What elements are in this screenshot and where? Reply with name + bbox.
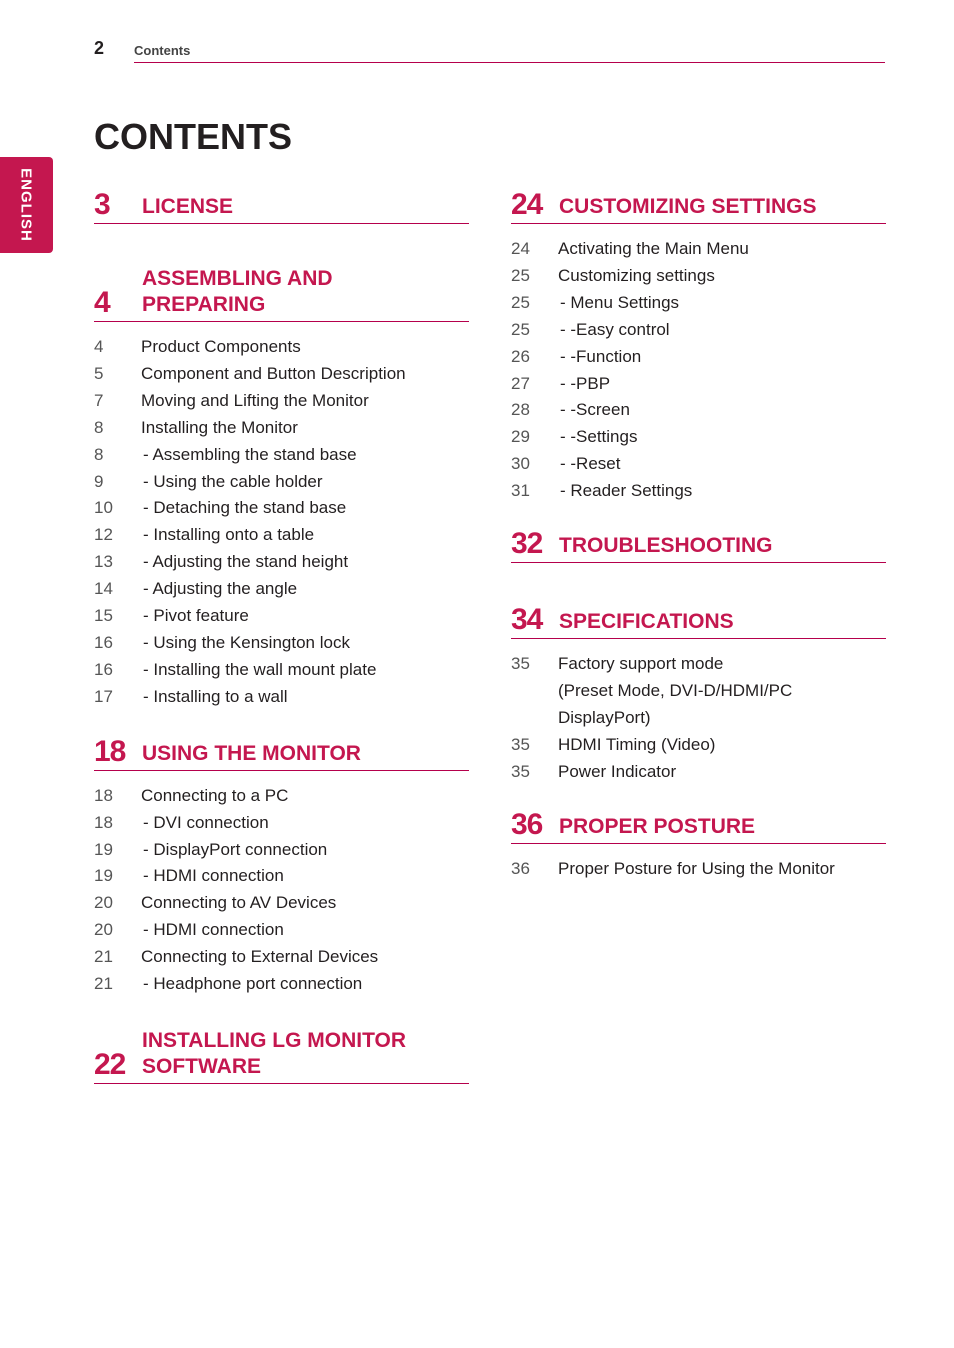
toc-section <box>94 734 469 1028</box>
entry-page-number: 35 <box>511 734 530 754</box>
entry-title: - -Function <box>560 346 642 366</box>
entry-title: - -Settings <box>560 427 638 447</box>
entry-title: Component and Button Description <box>141 363 406 383</box>
toc-right-column <box>511 190 886 883</box>
entry-page-number: 17 <box>94 686 113 706</box>
entry-title: - -Reset <box>560 454 621 474</box>
toc-entry[interactable] <box>94 630 469 657</box>
entry-page-number: 27 <box>511 373 530 393</box>
toc-entry[interactable] <box>94 495 469 522</box>
toc-entry[interactable] <box>94 415 469 442</box>
entry-title: - Assembling the stand base <box>143 444 357 464</box>
page-title: CONTENTS <box>94 116 292 157</box>
entry-title: Customizing settings <box>558 265 715 285</box>
toc-section <box>94 266 469 737</box>
section-title: SPECIFICATIONS <box>559 610 734 634</box>
toc-entry[interactable] <box>511 759 886 786</box>
toc-entry[interactable] <box>94 549 469 576</box>
section-title: TROUBLESHOOTING <box>559 534 773 558</box>
toc-section <box>511 190 886 529</box>
entry-title: - Detaching the stand base <box>143 498 347 518</box>
header-rule <box>134 62 885 63</box>
toc-entry[interactable] <box>94 810 469 837</box>
section-heading[interactable] <box>511 807 886 844</box>
section-title: CUSTOMIZING SETTINGS <box>559 195 817 218</box>
toc-entry[interactable] <box>94 863 469 890</box>
entry-page-number: 29 <box>511 427 530 447</box>
entry-title: Connecting to AV Devices <box>141 893 337 913</box>
entry-title: - DVI connection <box>143 812 269 832</box>
entry-page-number: 28 <box>511 400 530 420</box>
entry-page-number: 15 <box>94 606 113 626</box>
toc-entry[interactable] <box>94 522 469 549</box>
section-number: 36 <box>511 807 543 841</box>
toc-entry[interactable] <box>511 478 886 505</box>
section-heading[interactable] <box>511 529 886 563</box>
toc-left-column <box>94 190 469 1126</box>
entry-page-number: 21 <box>94 974 113 994</box>
section-number: 32 <box>511 527 543 561</box>
entry-page-number: 25 <box>511 292 530 312</box>
entry-title: - -Screen <box>560 400 630 420</box>
toc-entry[interactable] <box>94 576 469 603</box>
toc-entry[interactable] <box>511 371 886 398</box>
section-title: ASSEMBLING AND PREPARING <box>142 267 333 316</box>
entry-page-number: 8 <box>94 444 104 464</box>
toc-entry[interactable] <box>511 424 886 451</box>
entry-title: Moving and Lifting the Monitor <box>141 390 369 410</box>
toc-entry[interactable] <box>94 890 469 917</box>
section-number: 4 <box>94 286 110 319</box>
toc-section <box>94 190 469 266</box>
entry-page-number: 35 <box>511 761 530 781</box>
toc-entry[interactable] <box>511 344 886 371</box>
entry-page-number: 14 <box>94 579 113 599</box>
entry-title: - Reader Settings <box>560 481 693 501</box>
entry-title: - -Easy control <box>560 319 670 339</box>
toc-entry[interactable] <box>94 361 469 388</box>
toc-entry[interactable] <box>511 263 886 290</box>
section-heading[interactable] <box>94 734 469 771</box>
entry-title: Connecting to External Devices <box>141 947 379 967</box>
section-heading[interactable] <box>511 605 886 639</box>
entry-page-number: 20 <box>94 893 113 913</box>
entry-page-number: 25 <box>511 265 530 285</box>
toc-entry[interactable] <box>94 971 469 998</box>
toc-entry[interactable] <box>94 684 469 711</box>
entry-page-number: 31 <box>511 481 530 501</box>
entry-page-number: 21 <box>94 947 113 967</box>
entry-title: - Installing to a wall <box>143 686 288 706</box>
entry-title: - Installing onto a table <box>143 525 315 545</box>
entry-title: - Adjusting the stand height <box>143 552 349 572</box>
entry-title: - DisplayPort connection <box>143 839 328 859</box>
section-title: PROPER POSTURE <box>559 814 756 838</box>
entry-page-number: 16 <box>94 632 113 652</box>
toc-entry[interactable] <box>511 732 886 759</box>
entry-page-number: 36 <box>511 858 530 878</box>
toc-entry[interactable] <box>94 334 469 361</box>
toc-entry[interactable] <box>511 236 886 263</box>
section-number: 34 <box>511 603 543 637</box>
toc-entry[interactable] <box>94 603 469 630</box>
toc-entry[interactable] <box>511 317 886 344</box>
entry-title: - Installing the wall mount plate <box>143 659 377 679</box>
toc-entry[interactable] <box>94 469 469 496</box>
entry-page-number: 25 <box>511 319 530 339</box>
entry-page-number: 26 <box>511 346 530 366</box>
entry-title: Proper Posture for Using the Monitor <box>558 858 835 878</box>
toc-section <box>511 807 886 883</box>
section-title: INSTALLING LG MONITOR SOFTWARE <box>142 1028 407 1078</box>
entry-title: - HDMI connection <box>143 866 284 886</box>
toc-entry[interactable] <box>94 944 469 971</box>
entry-page-number: 13 <box>94 552 113 572</box>
entry-title: - Using the cable holder <box>143 471 323 491</box>
entry-title: Connecting to a PC <box>141 785 289 805</box>
entry-page-number: 30 <box>511 454 530 474</box>
entry-page-number: 12 <box>94 525 113 545</box>
toc-entry[interactable] <box>511 397 886 424</box>
toc-entry[interactable] <box>94 837 469 864</box>
section-number: 24 <box>511 188 543 221</box>
entry-title: Factory support mode <box>558 654 724 674</box>
language-tab-label: ENGLISH <box>17 168 35 242</box>
entry-page-number <box>511 705 558 732</box>
entry-page-number: 18 <box>94 812 113 832</box>
entry-page-number: 5 <box>94 363 104 383</box>
language-tab <box>0 157 53 253</box>
section-number: 3 <box>94 188 110 221</box>
entry-page-number: 16 <box>94 659 113 679</box>
entry-title: DisplayPort) <box>558 707 651 727</box>
toc-entry[interactable] <box>94 783 469 810</box>
toc-entry[interactable] <box>511 290 886 317</box>
entry-title: (Preset Mode, DVI-D/HDMI/PC <box>558 680 793 700</box>
section-number: 18 <box>94 734 126 768</box>
toc-entry[interactable] <box>511 678 886 705</box>
running-header: Contents <box>134 43 191 58</box>
section-heading[interactable] <box>94 1028 469 1084</box>
toc-section <box>94 1028 469 1126</box>
entry-page-number: 35 <box>511 654 530 674</box>
entry-title: - -PBP <box>560 373 611 393</box>
toc-entry[interactable] <box>511 451 886 478</box>
entry-page-number <box>511 678 558 705</box>
entry-title: Installing the Monitor <box>141 417 298 437</box>
entry-page-number: 24 <box>511 239 530 258</box>
page-number: 2 <box>94 38 105 58</box>
entry-title: - Using the Kensington lock <box>143 632 350 652</box>
toc-entry[interactable] <box>511 651 886 678</box>
toc-entry[interactable] <box>94 657 469 684</box>
entry-title: Activating the Main Menu <box>558 239 749 258</box>
section-title: USING THE MONITOR <box>142 741 361 765</box>
toc-entry[interactable] <box>94 442 469 469</box>
section-heading[interactable] <box>94 190 469 224</box>
entry-title: Power Indicator <box>558 761 677 781</box>
entry-title: - HDMI connection <box>143 920 284 940</box>
entry-page-number: 19 <box>94 866 113 886</box>
entry-page-number: 19 <box>94 839 113 859</box>
entry-title: - Headphone port connection <box>143 974 363 994</box>
entry-page-number: 20 <box>94 920 113 940</box>
entry-title: - Pivot feature <box>143 606 249 626</box>
entry-title: HDMI Timing (Video) <box>558 734 716 754</box>
entry-page-number: 18 <box>94 785 113 805</box>
entry-page-number: 9 <box>94 471 104 491</box>
entry-title: - Adjusting the angle <box>143 579 298 599</box>
toc-entry[interactable] <box>511 705 886 732</box>
section-title: LICENSE <box>142 195 234 218</box>
toc-entry[interactable] <box>511 856 886 883</box>
entry-page-number: 7 <box>94 390 104 410</box>
section-heading[interactable] <box>511 190 886 224</box>
entry-title: Product Components <box>141 337 301 356</box>
section-heading[interactable] <box>94 266 469 322</box>
toc-section <box>511 529 886 605</box>
entry-page-number: 8 <box>94 417 104 437</box>
toc-entry[interactable] <box>94 388 469 415</box>
toc-section <box>511 605 886 810</box>
entry-page-number: 4 <box>94 337 104 356</box>
section-number: 22 <box>94 1047 126 1081</box>
entry-title: - Menu Settings <box>560 292 680 312</box>
entry-page-number: 10 <box>94 498 113 518</box>
toc-entry[interactable] <box>94 917 469 944</box>
